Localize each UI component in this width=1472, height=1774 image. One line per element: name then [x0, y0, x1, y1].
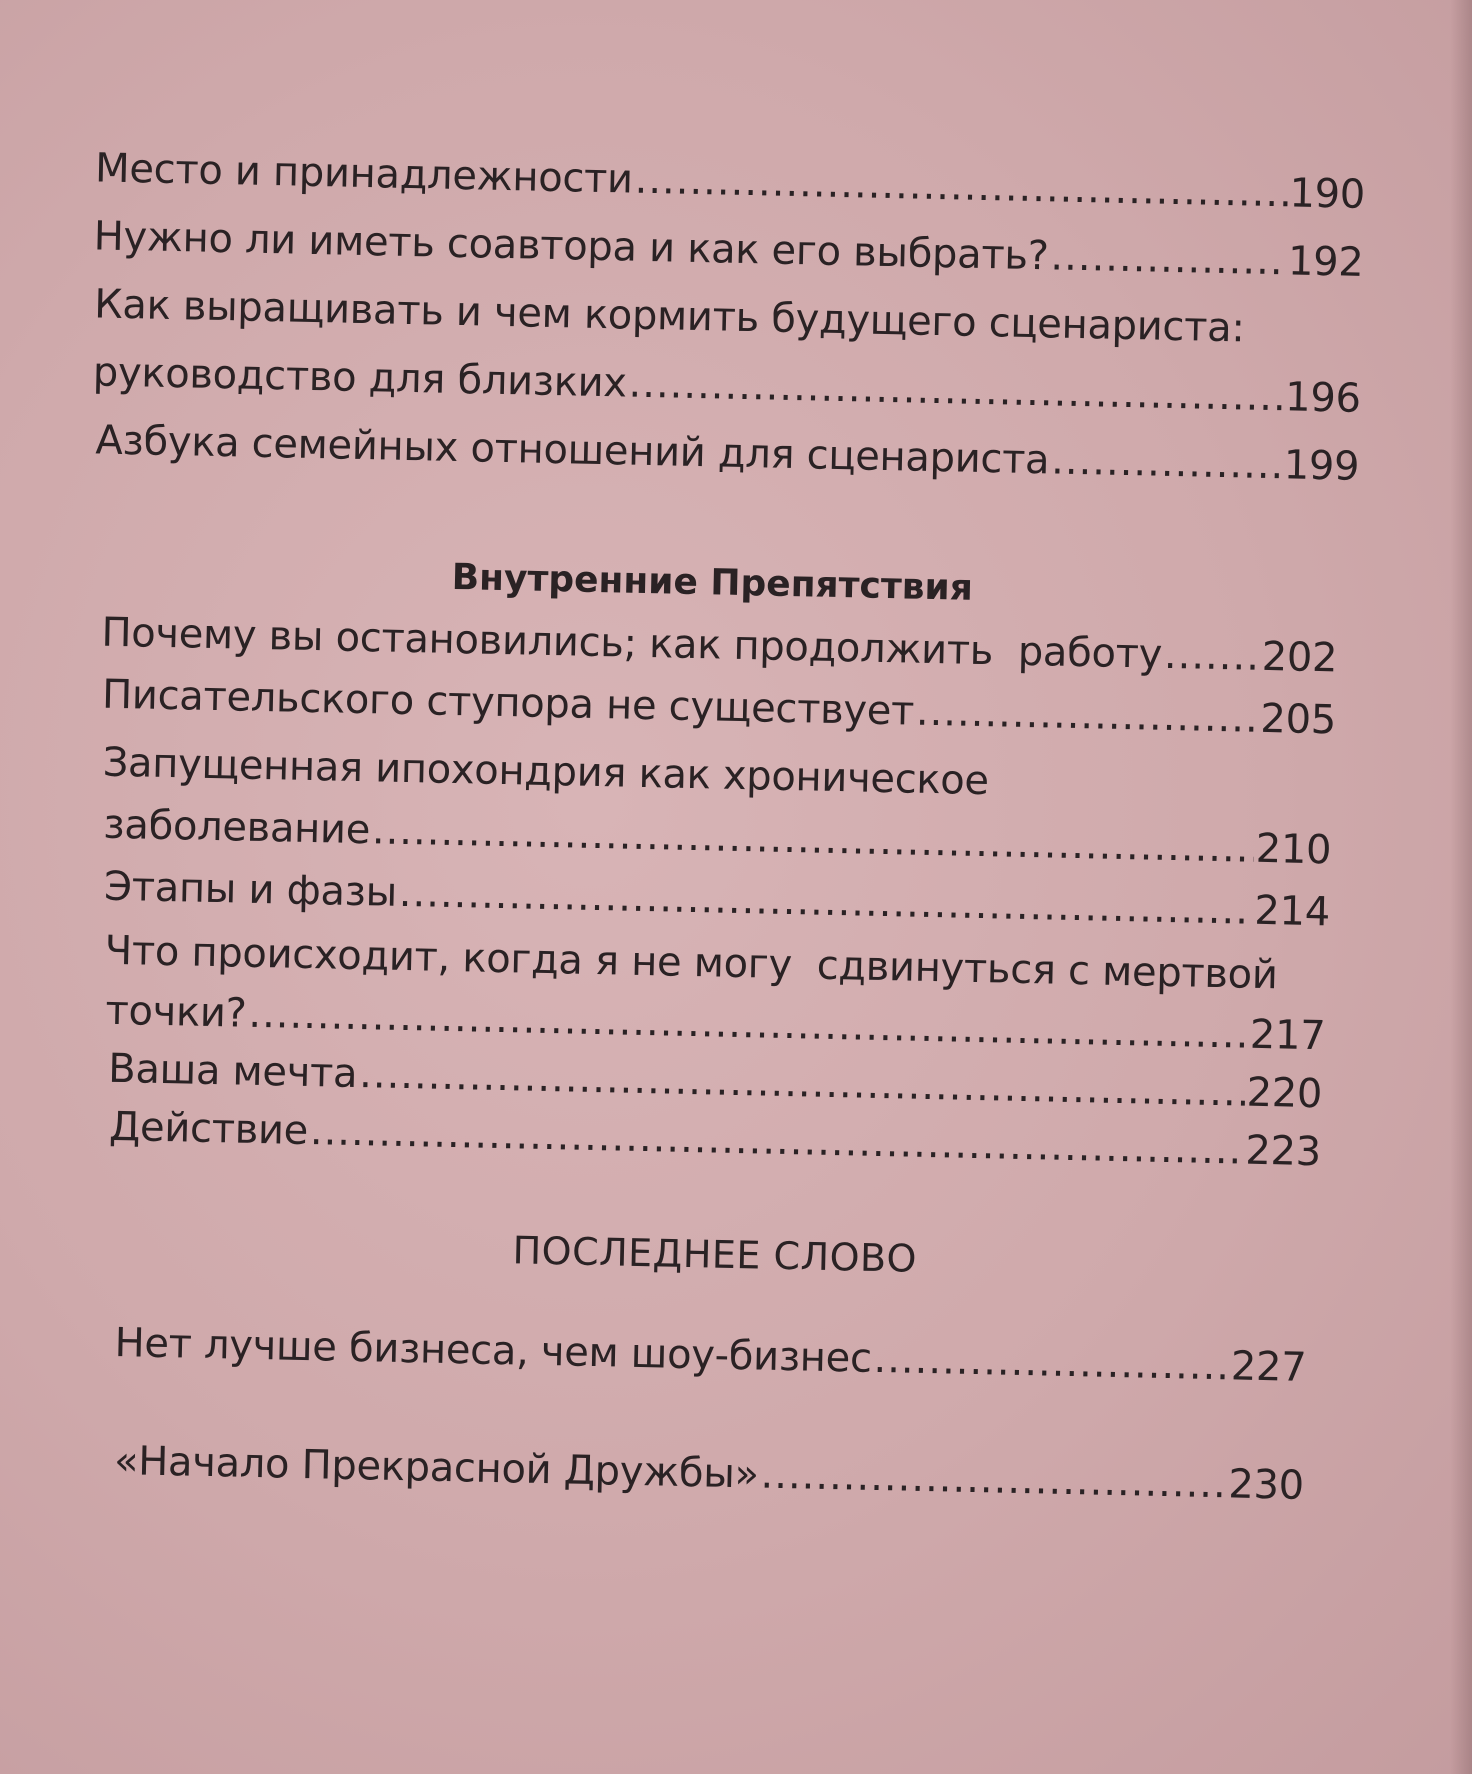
toc-entry-title: Этапы и фазы: [103, 863, 398, 916]
toc-entry-title: руководство для близких: [92, 349, 628, 407]
toc-leader-dots: [310, 1107, 1244, 1175]
toc-entry: [103, 801, 1332, 875]
toc-entry-page: 205: [1259, 695, 1337, 744]
toc-entry-title: Нет лучше бизнеса, чем шоу-бизнес: [114, 1320, 873, 1382]
toc-entry: [92, 348, 1361, 423]
toc-entry-page: 223: [1244, 1127, 1322, 1176]
toc-entry-page: 214: [1253, 887, 1331, 936]
toc-entry: [114, 1437, 1305, 1510]
toc-entry: [95, 144, 1366, 219]
toc-leader-dots: [628, 360, 1284, 422]
toc-leader-dots: [359, 1050, 1245, 1117]
toc-entry-title: Азбука семейных отношений для сценариста: [95, 417, 1050, 484]
toc-entry-title: заболевание: [102, 801, 371, 854]
toc-entry-title-line: Запущенная ипохондрия как хроническое: [102, 739, 990, 805]
toc-entry: [93, 212, 1364, 287]
toc-entry-title: «Начало Прекрасной Дружбы»: [113, 1438, 760, 1498]
toc-entry-title: точки?: [105, 987, 247, 1037]
toc-entry: [101, 609, 1338, 683]
toc-leader-dots: [248, 990, 1248, 1059]
toc-entry: [102, 671, 1337, 745]
toc-entry: [95, 416, 1360, 490]
toc-entry-title: Почему вы остановились; как продолжить работу: [100, 609, 1163, 678]
toc-leader-dots: [916, 688, 1259, 743]
toc-leader-dots: [760, 1451, 1227, 1509]
toc-entry-page: 230: [1227, 1461, 1305, 1509]
toc-entry-page: 190: [1288, 170, 1366, 218]
toc-entry-title-line: Как выращивать и чем кормить будущего сценариста:: [93, 281, 1245, 352]
toc-entry: [104, 863, 1331, 937]
toc-entry-page: 192: [1287, 238, 1364, 286]
toc-entry: [114, 1319, 1307, 1392]
toc-leader-dots: [398, 869, 1252, 935]
toc-entry-title: Писательского ступора не существует: [101, 671, 915, 735]
toc-entry-page: 210: [1255, 825, 1332, 874]
toc-entry-page: 217: [1249, 1011, 1326, 1060]
toc-leader-dots: [1050, 232, 1286, 285]
toc-entry-title: Нужно ли иметь соавтора и как его выбрать?: [93, 213, 1050, 280]
toc-entry-page: 196: [1284, 374, 1362, 422]
toc-entry-title: Место и принадлежности: [94, 145, 634, 203]
toc-entry-page: 220: [1246, 1069, 1323, 1118]
toc-entry-title-line: Что происходит, когда я не могу сдвинуться с мертвой: [104, 927, 1279, 999]
section-heading: Внутренние Препятствия: [451, 556, 974, 609]
toc-leader-dots: [1051, 436, 1282, 489]
section-heading: ПОСЛЕДНЕЕ СЛОВО: [512, 1228, 918, 1281]
toc-entry-page: 202: [1261, 633, 1338, 682]
toc-entry-page: 199: [1283, 442, 1360, 490]
toc-entry-page: 227: [1230, 1343, 1307, 1391]
toc-leader-dots: [873, 1335, 1229, 1390]
toc-leader-dots: [634, 156, 1288, 218]
toc-leader-dots: [1164, 631, 1261, 681]
toc-entry-title: Действие: [108, 1103, 309, 1154]
toc-leader-dots: [372, 806, 1255, 872]
toc-entry-title: Ваша мечта: [107, 1045, 358, 1098]
